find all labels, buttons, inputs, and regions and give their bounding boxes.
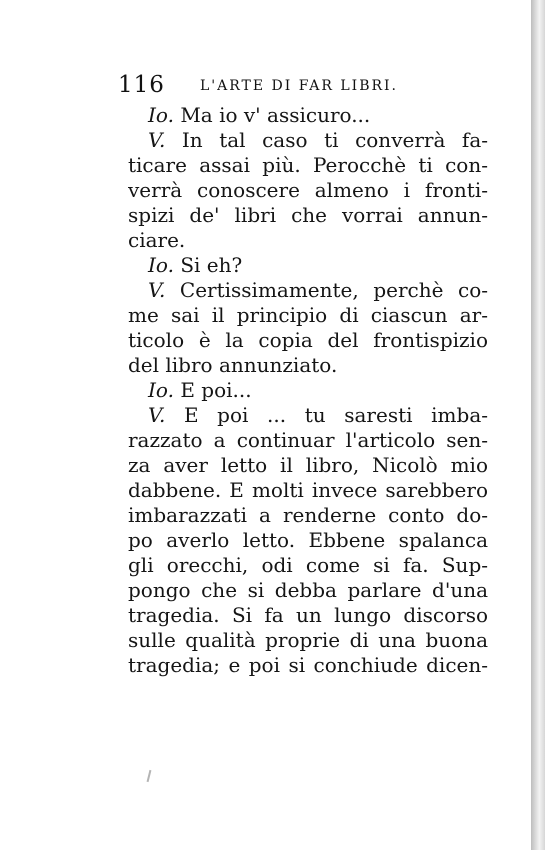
speaker-label: Io. <box>148 103 174 127</box>
line-text: Certissimamente, perchè co- <box>179 278 488 302</box>
line-text: dabbene. E molti invece sarebbero <box>128 478 488 502</box>
line-text: tragedia. Si fa un lungo discorso <box>128 603 488 627</box>
line-text: ticare assai più. Perocchè ti con- <box>128 153 488 177</box>
line-text: ciare. <box>128 228 186 252</box>
text-line <box>128 478 488 503</box>
text-line <box>128 278 488 303</box>
line-text: del libro annunziato. <box>128 353 338 377</box>
line-text: tragedia; e poi si conchiude dicen- <box>128 653 488 677</box>
line-text: imbarazzati a renderne conto do- <box>128 503 488 527</box>
body-text <box>128 103 488 678</box>
text-line <box>128 103 488 128</box>
paper-blemish <box>147 770 152 782</box>
speaker-label: V. <box>148 403 166 427</box>
text-line <box>128 578 488 603</box>
line-text: E poi... <box>180 378 252 402</box>
text-line <box>128 128 488 153</box>
page-number: 116 <box>118 72 165 98</box>
line-text: Ma io v' assicuro... <box>180 103 371 127</box>
line-text: verrà conoscere almeno i fronti- <box>128 178 488 202</box>
line-text: Si eh? <box>180 253 243 277</box>
line-text: gli orecchi, odi come si fa. Sup- <box>128 553 488 577</box>
page-gutter <box>531 0 545 850</box>
text-line <box>128 303 488 328</box>
text-line <box>128 503 488 528</box>
speaker-label: V. <box>148 278 166 302</box>
speaker-label: Io. <box>148 378 174 402</box>
line-text: In tal caso ti converrà fa- <box>181 128 488 152</box>
text-line <box>128 328 488 353</box>
text-line <box>128 628 488 653</box>
text-line <box>128 653 488 678</box>
line-text: pongo che si debba parlare d'una <box>128 578 488 602</box>
text-line <box>128 203 488 228</box>
text-line <box>128 428 488 453</box>
line-text: sulle qualità proprie di una buona <box>128 628 488 652</box>
text-line <box>128 553 488 578</box>
text-line <box>128 528 488 553</box>
line-text: ticolo è la copia del frontispizio <box>128 328 488 352</box>
text-line <box>128 228 488 253</box>
running-head: L'ARTE DI FAR LIBRI. <box>200 78 398 94</box>
speaker-label: V. <box>148 128 166 152</box>
text-line <box>128 353 488 378</box>
text-line <box>128 178 488 203</box>
text-line <box>128 403 488 428</box>
line-text: po averlo letto. Ebbene spalanca <box>128 528 488 552</box>
line-text: za aver letto il libro, Nicolò mio <box>128 453 488 477</box>
line-text: spizi de' libri che vorrai annun- <box>128 203 488 227</box>
line-text: me sai il principio di ciascun ar- <box>128 303 488 327</box>
text-line <box>128 153 488 178</box>
text-line <box>128 603 488 628</box>
text-line <box>128 253 488 278</box>
page-header <box>118 72 478 104</box>
text-line <box>128 378 488 403</box>
line-text: E poi ... tu saresti imba- <box>183 403 488 427</box>
line-text: razzato a continuar l'articolo sen- <box>128 428 488 452</box>
text-line <box>128 453 488 478</box>
speaker-label: Io. <box>148 253 174 277</box>
